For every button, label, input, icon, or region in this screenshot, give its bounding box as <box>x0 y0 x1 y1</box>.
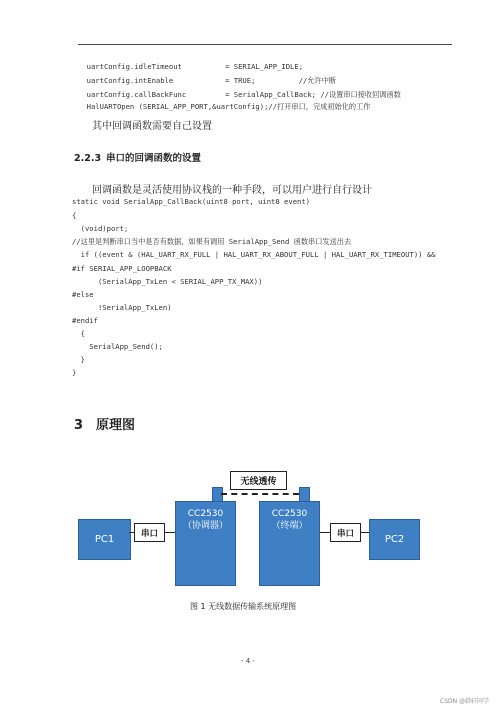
code-line: //这里是判断串口当中是否有数据，如果有调用 SerialApp_Send 函数串口发送出去 <box>72 237 352 246</box>
coordinator-role: （协调器） <box>182 521 228 531</box>
pc2-box: PC2 <box>369 519 420 560</box>
wireless-dashed-link <box>221 493 299 495</box>
code-line: HalUARTOpen (SERIAL_APP_PORT,&uartConfig);//打开串口，完成初始化的工作 <box>78 102 371 111</box>
code-line: uartConfig.callBackFunc = SerialApp_CallBack; //设置串口接收回调函数 <box>78 90 401 99</box>
coordinator-box <box>175 501 236 586</box>
wireless-label-box: 无线透传 <box>230 471 287 490</box>
section-heading-2-2-3 <box>74 150 201 164</box>
code-line: uartConfig.intEnable = TRUE; //允许中断 <box>78 76 337 85</box>
code-line: (void)port; <box>72 224 129 233</box>
code-line: { <box>72 211 77 220</box>
section-heading-3 <box>74 414 135 433</box>
code-line: } <box>72 368 77 377</box>
code-line: uartConfig.idleTimeout = SERIAL_APP_IDLE; <box>78 62 304 71</box>
paragraph-callback-self: 其中回调函数需要自己设置 <box>92 121 212 132</box>
serial-port-left: 串口 <box>134 523 165 542</box>
code-line: #if SERIAL_APP_LOOPBACK <box>72 264 172 273</box>
code-line: } <box>72 355 85 364</box>
header-rule <box>78 44 452 45</box>
page-number: - 4 - <box>241 657 255 665</box>
code-line: (SerialApp_TxLen < SERIAL_APP_TX_MAX)) <box>72 277 263 286</box>
code-line: #endif <box>72 316 98 325</box>
code-line: static void SerialApp_CallBack(uint8 port, uint8 event) <box>72 197 310 206</box>
serial-port-right: 串口 <box>330 523 361 542</box>
terminal-box <box>259 501 320 586</box>
terminal-role: （终端） <box>271 521 308 531</box>
watermark-text: CSDN @韩轩同学 <box>440 698 490 705</box>
section-title: 原理图 <box>96 418 136 433</box>
coordinator-chip: CC2530 <box>187 509 224 519</box>
section-number: 3 <box>74 418 84 433</box>
code-line: !SerialApp_TxLen) <box>72 303 172 312</box>
section-number: 2.2.3 <box>74 153 102 164</box>
paragraph-callback-desc: 回调函数是灵活使用协议栈的一种手段，可以用户进行自行设计 <box>92 185 372 196</box>
terminal-chip: CC2530 <box>271 509 308 519</box>
code-line: { <box>72 329 85 338</box>
section-title: 串口的回调函数的设置 <box>106 153 202 164</box>
code-line: if ((event & (HAL_UART_RX_FULL | HAL_UART_RX_ABOUT_FULL | HAL_UART_RX_TIMEOUT)) && <box>72 250 436 259</box>
pc1-box: PC1 <box>78 519 131 560</box>
code-line: SerialApp_Send(); <box>72 342 163 351</box>
figure-caption: 图 1 无线数据传输系统原理图 <box>190 602 297 611</box>
code-line: #else <box>72 290 94 299</box>
